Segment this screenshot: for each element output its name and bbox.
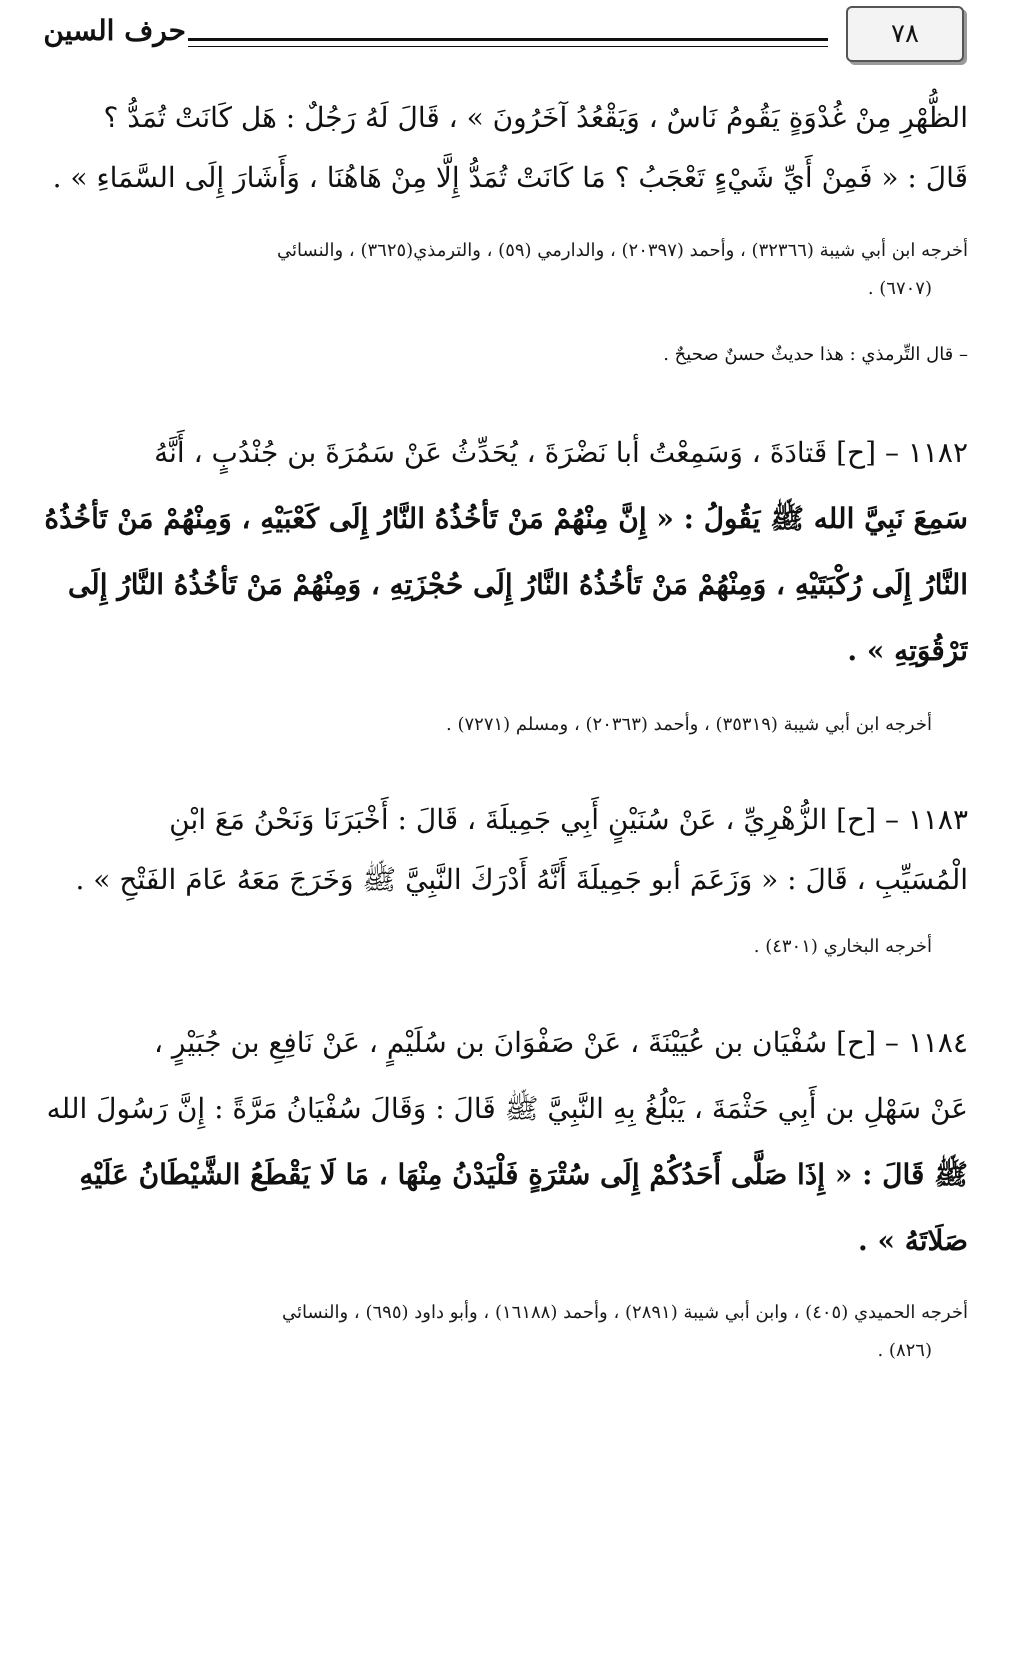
text-line: سَمِعَ نَبِيَّ الله ﷺ يَقُولُ : « إِنَّ مِنْهُمْ مَنْ تَأخُذُهُ النَّارُ إِلَى كَعْبَيْهِ ، وَمِنْهُمْ مَنْ تَأخُذُهُ [44, 502, 968, 535]
text-line: الْمُسَيِّبِ ، قَالَ : « وَزَعَمَ أبو جَمِيلَةَ أَنَّهُ أَدْرَكَ النَّبِيَّ ﷺ وَخَرَجَ مَعَهُ عَامَ الفَتْحِ » . [75, 863, 968, 896]
text-line: ﷺ قَالَ : « إِذَا صَلَّى أَحَدُكُمْ إِلَى سُتْرَةٍ فَلْيَدْنُ مِنْهَا ، مَا لَا يَقْطَعُ الشَّيْطَانُ عَلَيْهِ [79, 1158, 968, 1191]
hadith-1184-reference [38, 1294, 968, 1370]
hadith-1183 [38, 790, 968, 910]
reference-line: (٦٧٠٧) . [867, 278, 932, 299]
text-line: عَنْ سَهْلِ بن أَبِي حَثْمَةَ ، يَبْلُغُ بِهِ النَّبِيَّ ﷺ قَالَ : وَقَالَ سُفْيَانُ مَرَّةً : إِنَّ رَسُولَ الله [46, 1092, 968, 1125]
chapter-title: حرف السين [43, 14, 186, 47]
intro-reference [38, 232, 968, 308]
text-line: الظُّهْرِ مِنْ غُدْوَةٍ يَقُومُ نَاسٌ ، وَيَقْعُدُ آخَرُونَ » ، قَالَ لَهُ رَجُلٌ : هَل كَانَتْ تُمَدُّ ؟ [103, 101, 968, 134]
text-line: قَالَ : « فَمِنْ أَيِّ شَيْءٍ تَعْجَبُ ؟ مَا كَانَتْ تُمَدُّ إِلَّا مِنْ هَاهُنَا ، وَأَشَارَ إِلَى السَّمَاءِ » . [52, 161, 968, 194]
reference-line: أخرجه ابن أبي شيبة (٣٥٣١٩) ، وأحمد (٢٠٣٦٣) ، ومسلم (٧٢٧١) . [446, 714, 932, 735]
header-rule-thin [188, 46, 828, 47]
reference-line: أخرجه الحميدي (٤٠٥) ، وابن أبي شيبة (٢٨٩١) ، وأحمد (١٦١٨٨) ، وأبو داود (٦٩٥) ، والنسائي [282, 1302, 968, 1323]
text-line: ١١٨٤ – [ح] سُفْيَان بن عُيَيْنَةَ ، عَنْ صَفْوَانَ بن سُلَيْمٍ ، عَنْ نَافِعِ بن جُبَيْرٍ ، [153, 1026, 968, 1059]
text-line: صَلَاتَهُ » . [857, 1224, 968, 1257]
page-header [0, 0, 1010, 70]
page-number: ٧٨ [846, 6, 964, 62]
text-line: النَّارُ إِلَى رُكْبَتَيْهِ ، وَمِنْهُمْ مَنْ تَأخُذُهُ النَّارُ إِلَى حُجْزَتِهِ ، وَمِنْهُمْ مَنْ تَأخُذُهُ النَّارُ إِلَى [67, 568, 968, 601]
text-line: تَرْقُوَتِهِ » . [847, 634, 968, 667]
reference-line: أخرجه البخاري (٤٣٠١) . [753, 936, 932, 957]
reference-line: أخرجه ابن أبي شيبة (٣٢٣٦٦) ، وأحمد (٢٠٣٩٧) ، والدارمي (٥٩) ، والترمذي(٣٦٢٥) ، والنسائي [277, 240, 968, 261]
hadith-1182 [38, 420, 968, 684]
hadith-1184 [38, 1010, 968, 1274]
tirmidhi-note: – قال التِّرمذي : هذا حديثٌ حسنٌ صحيحٌ . [663, 344, 968, 365]
reference-line: (٨٢٦) . [877, 1340, 932, 1361]
text-line: ١١٨٢ – [ح] قَتادَةَ ، وَسَمِعْتُ أبا نَضْرَةَ ، يُحَدِّثُ عَنْ سَمُرَةَ بن جُنْدُبٍ ، أَنَّهُ [154, 436, 968, 469]
text-line: ١١٨٣ – [ح] الزُّهْرِيِّ ، عَنْ سُنَيْنٍ أَبِي جَمِيلَةَ ، قَالَ : أَخْبَرَنَا وَنَحْنُ مَعَ ابْنِ [169, 803, 968, 836]
hadith-1182-reference [38, 706, 968, 744]
hadith-1183-reference [38, 928, 968, 966]
intro-text [38, 88, 968, 208]
header-rule [188, 38, 828, 41]
